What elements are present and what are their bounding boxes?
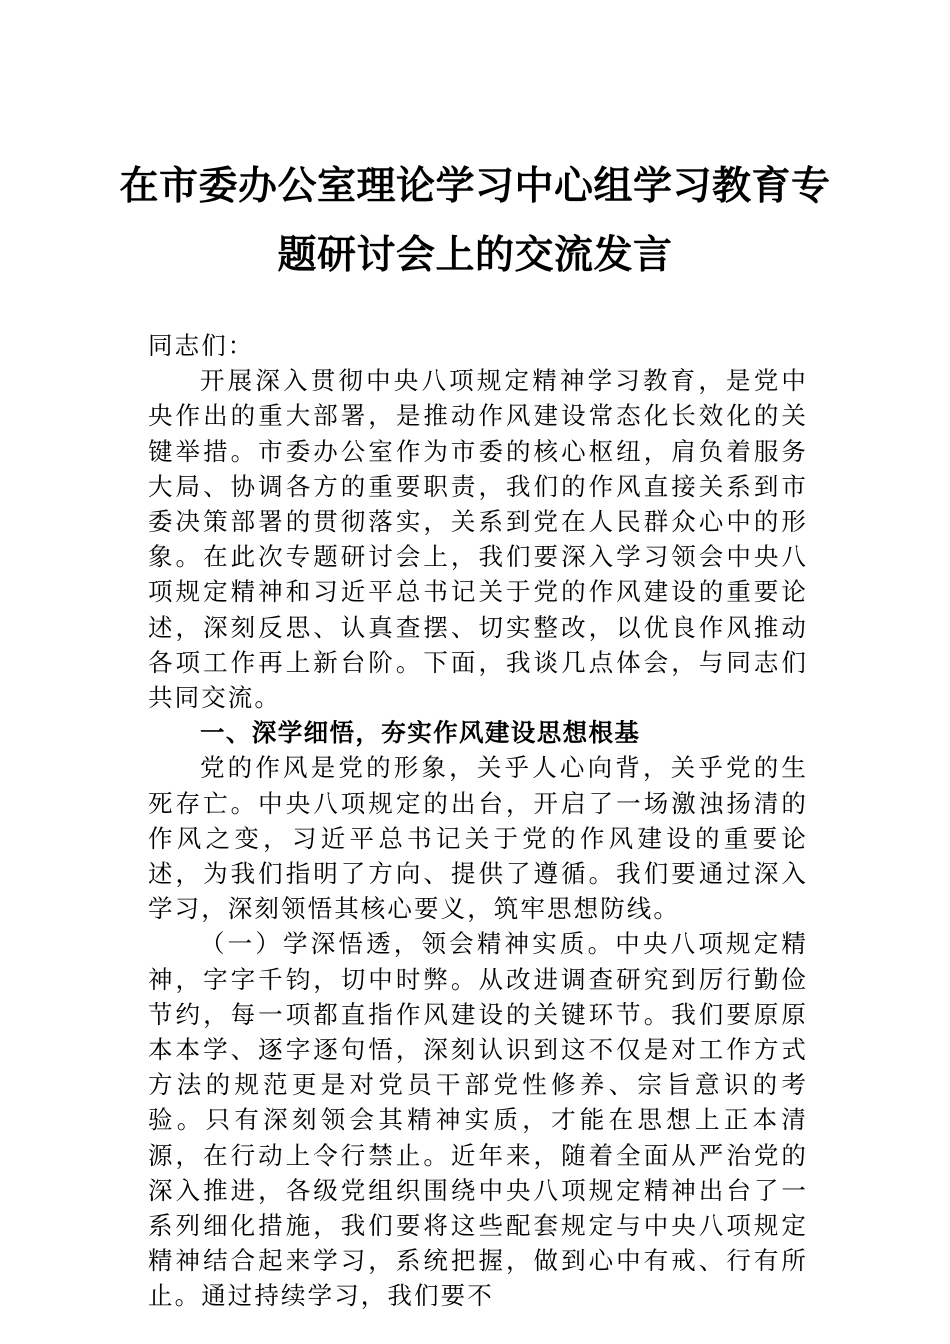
section-1-paragraph: 党的作风是党的形象，关乎人心向背，关乎党的生死存亡。中央八项规定的出台，开启了一场激浊扬清的作风之变，习近平总书记关于党的作风建设的重要论述，为我们指明了方向、提供了遵循。我们要通过深入学习，深刻领悟其核心要义，筑牢思想防线。 bbox=[148, 753, 808, 924]
salutation: 同志们： bbox=[148, 331, 255, 360]
subsection-1-paragraph: （一）学深悟透，领会精神实质。中央八项规定精神，字字千钧，切中时弊。从改进调查研究到厉行勤俭节约，每一项都直指作风建设的关键环节。我们要原原本本学、逐字逐句悟，深刻认识到这不仅是对工作方式方法的规范更是对党员干部党性修养、宗旨意识的考验。只有深刻领会其精神实质，才能在思想上正本清源，在行动上令行禁止。近年来，随着全面从严治党的深入推进，各级党组织围绕中央八项规定精神出台了一系列细化措施，我们要将这些配套规定与中央八项规定精神结合起来学习，系统把握，做到心中有戒、行有所止。通过持续学习，我们要不 bbox=[148, 929, 808, 1311]
document-title-line-1: 在市委办公室理论学习中心组学习教育专 bbox=[119, 163, 831, 209]
document-title-line-2: 题研讨会上的交流发言 bbox=[277, 232, 673, 278]
intro-paragraph: 开展深入贯彻中央八项规定精神学习教育，是党中央作出的重大部署，是推动作风建设常态化长效化的关键举措。市委办公室作为市委的核心枢纽，肩负着服务大局、协调各方的重要职责，我们的作风直接关系到市委决策部署的贯彻落实，关系到党在人民群众心中的形象。在此次专题研讨会上，我们要深入学习领会中央八项规定精神和习近平总书记关于党的作风建设的重要论述，深刻反思、认真查摆、切实整改，以优良作风推动各项工作再上新台阶。下面，我谈几点体会，与同志们共同交流。 bbox=[148, 366, 808, 713]
document-body bbox=[148, 328, 808, 1314]
section-heading-1: 一、深学细悟，夯实作风建设思想根基 bbox=[200, 718, 641, 748]
